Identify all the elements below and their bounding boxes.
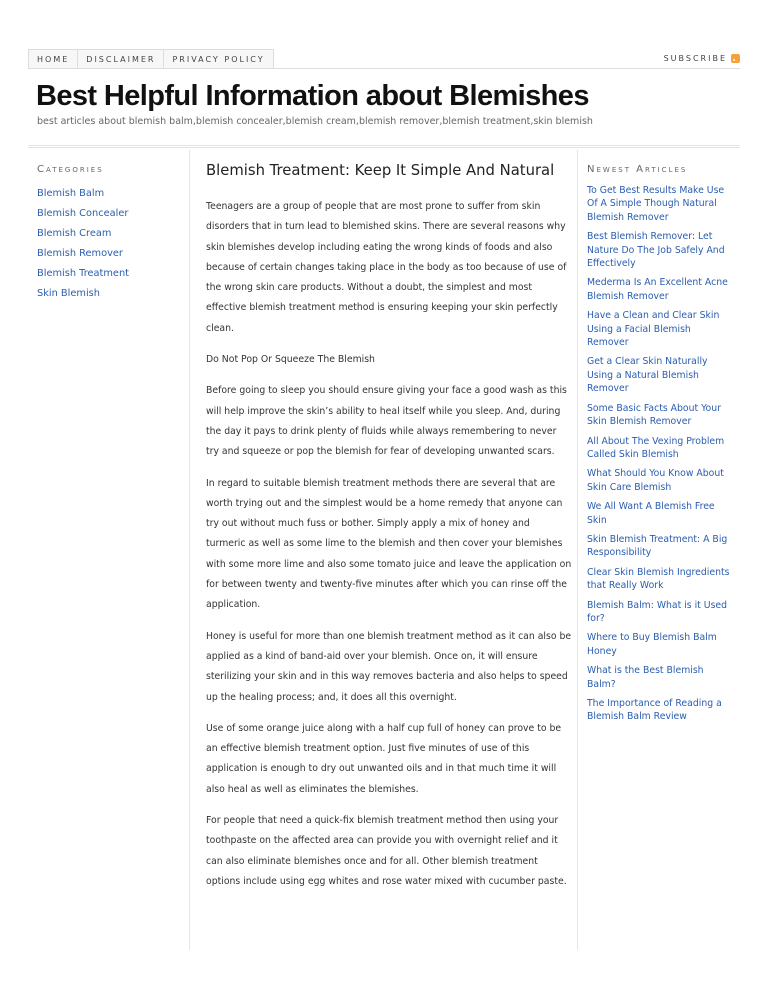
paragraph-line: try and squeeze or pop the blemish for fear of developing unwanted scars. bbox=[206, 446, 555, 458]
subscribe-link[interactable] bbox=[664, 49, 740, 68]
post-paragraph bbox=[206, 197, 567, 339]
post-paragraph bbox=[206, 381, 567, 462]
nav-tabs bbox=[28, 49, 740, 68]
paragraph-line: disorders that in turn lead to blemished skins. There are several reasons why bbox=[206, 221, 566, 233]
newest-article-link[interactable]: Mederma Is An Excellent Acne Blemish Remover bbox=[587, 277, 728, 302]
paragraph-line: application is enough to dry out unwanted oils and in that much time it will bbox=[206, 763, 557, 775]
header-divider bbox=[28, 145, 740, 148]
paragraph-line: sterilizing your skin and in this way removes bacteria and also helps to speed bbox=[206, 671, 568, 683]
newest-article-link[interactable]: What Should You Know About Skin Care Blemish bbox=[587, 468, 724, 493]
paragraph-line: Use of some orange juice along with a half cup full of honey can prove to be bbox=[206, 722, 562, 734]
newest-articles-title: Newest Articles bbox=[587, 164, 688, 175]
paragraph-line: Do Not Pop Or Squeeze The Blemish bbox=[206, 354, 375, 366]
newest-article-link[interactable]: All About The Vexing Problem Called Skin Blemish bbox=[587, 435, 725, 460]
nav-tab-disclaimer[interactable]: DISCLAIMER bbox=[77, 49, 164, 68]
paragraph-line: applied as a kind of band-aid over your blemish. Once on, it will ensure bbox=[206, 650, 538, 662]
paragraph-line: For people that need a quick-fix blemish treatment method then using your bbox=[206, 815, 559, 827]
post-paragraph bbox=[206, 474, 572, 616]
post-content bbox=[206, 162, 572, 903]
paragraph-line: up the healing process; and, it does all this overnight. bbox=[206, 691, 457, 703]
newest-article-link[interactable]: Skin Blemish Treatment: A Big Responsibility bbox=[587, 533, 728, 559]
paragraph-line: the day it pays to drink plenty of fluids while always remembering to never bbox=[206, 425, 557, 437]
paragraph-line: Honey is useful for more than one blemish treatment method as it can also be bbox=[206, 630, 572, 642]
post-paragraph bbox=[206, 627, 572, 708]
paragraph-line: with some more lime and also some tomato juice and leave the application on bbox=[206, 558, 572, 570]
paragraph-line: clean. bbox=[206, 322, 234, 334]
newest-article-link[interactable]: Best Blemish Remover: Let Nature Do The Job Safely And Effectively bbox=[587, 231, 725, 270]
site-tagline: best articles about blemish balm,blemish concealer,blemish cream,blemish remover,blemish treatment,skin blemish bbox=[37, 116, 593, 127]
category-link-blemish-cream[interactable]: Blemish Cream bbox=[37, 228, 112, 239]
paragraph-line: will help improve the skin’s ability to heal itself while you sleep. And, during bbox=[206, 405, 561, 417]
newest-article-link[interactable]: Where to Buy Blemish Balm Honey bbox=[587, 632, 717, 657]
newest-article-link[interactable]: Blemish Balm: What is it Used for? bbox=[587, 599, 728, 624]
newest-article-link[interactable]: To Get Best Results Make Use Of A Simple Though Natural Blemish Remover bbox=[587, 185, 725, 223]
paragraph-line: because of certain changes taking place in the body as too because of use of bbox=[206, 261, 567, 273]
paragraph-line: can also eliminate blemishes once and for all. Other blemish treatment bbox=[206, 855, 538, 867]
right-column-divider bbox=[577, 150, 578, 950]
site-title[interactable]: Best Helpful Information about Blemishes bbox=[36, 80, 589, 112]
subscribe-label: SUBSCRIBE bbox=[663, 54, 727, 63]
paragraph-line: an effective blemish treatment option. Just five minutes of use of this bbox=[206, 743, 530, 755]
paragraph-line: options include using egg whites and rose water mixed with cucumber paste. bbox=[206, 875, 567, 887]
categories-widget bbox=[37, 164, 182, 304]
paragraph-line: skin blemishes develop including eating the wrong kinds of foods and also bbox=[206, 241, 553, 253]
nav-tab-privacy-policy[interactable]: PRIVACY POLICY bbox=[163, 49, 273, 68]
paragraph-line: for between twenty and twenty-five minutes after which you can rinse off the bbox=[206, 579, 567, 591]
category-link-blemish-remover[interactable]: Blemish Remover bbox=[37, 248, 123, 259]
paragraph-line: try out without much fuss or bother. Simply apply a mix of honey and bbox=[206, 518, 530, 530]
category-link-blemish-balm[interactable]: Blemish Balm bbox=[37, 188, 105, 199]
post-paragraph bbox=[206, 811, 567, 892]
top-navigation bbox=[28, 49, 740, 69]
newest-articles-widget bbox=[587, 164, 735, 730]
newest-article-link[interactable]: The Importance of Reading a Blemish Balm Review bbox=[587, 698, 722, 723]
category-link-blemish-treatment[interactable]: Blemish Treatment bbox=[37, 268, 130, 279]
newest-article-link[interactable]: Have a Clean and Clear Skin Using a Facial Blemish Remover bbox=[587, 310, 720, 349]
rss-icon bbox=[731, 54, 740, 63]
paragraph-line: also heal as well as eliminates the blemishes. bbox=[206, 783, 419, 795]
newest-article-link[interactable]: We All Want A Blemish Free Skin bbox=[587, 501, 715, 526]
paragraph-line: In regard to suitable blemish treatment methods there are several that are bbox=[206, 477, 556, 489]
post-body bbox=[206, 197, 572, 892]
categories-title: Categories bbox=[37, 164, 104, 175]
paragraph-line: worth trying out and the simplest would be a home remedy that anyone can bbox=[206, 497, 563, 509]
category-link-blemish-concealer[interactable]: Blemish Concealer bbox=[37, 208, 129, 219]
category-link-skin-blemish[interactable]: Skin Blemish bbox=[37, 288, 100, 299]
nav-tab-home[interactable]: HOME bbox=[28, 49, 78, 68]
paragraph-line: Before going to sleep you should ensure giving your face a good wash as this bbox=[206, 385, 567, 397]
newest-article-link[interactable]: Get a Clear Skin Naturally Using a Natural Blemish Remover bbox=[587, 356, 708, 395]
paragraph-line: turmeric as well as some lime to the blemish and then cover your blemishes bbox=[206, 538, 563, 550]
paragraph-line: the wrong skin care products. Without a doubt, the simplest and most bbox=[206, 282, 533, 294]
newest-articles-list bbox=[587, 184, 735, 724]
post-subheading bbox=[206, 350, 564, 370]
newest-article-link[interactable]: Some Basic Facts About Your Skin Blemish Remover bbox=[587, 402, 721, 428]
post-paragraph bbox=[206, 719, 564, 800]
left-column-divider bbox=[189, 150, 190, 950]
paragraph-line: toothpaste on the affected area can provide you with overnight relief and it bbox=[206, 835, 558, 847]
newest-article-link[interactable]: Clear Skin Blemish Ingredients that Really Work bbox=[587, 566, 730, 592]
paragraph-line: effective blemish treatment method is ensuring keeping your skin perfectly bbox=[206, 302, 558, 314]
paragraph-line: application. bbox=[206, 599, 261, 611]
post-title[interactable]: Blemish Treatment: Keep It Simple And Natural bbox=[206, 162, 555, 179]
paragraph-line: Teenagers are a group of people that are most prone to suffer from skin bbox=[206, 201, 541, 212]
newest-article-link[interactable]: What is the Best Blemish Balm? bbox=[587, 665, 704, 690]
